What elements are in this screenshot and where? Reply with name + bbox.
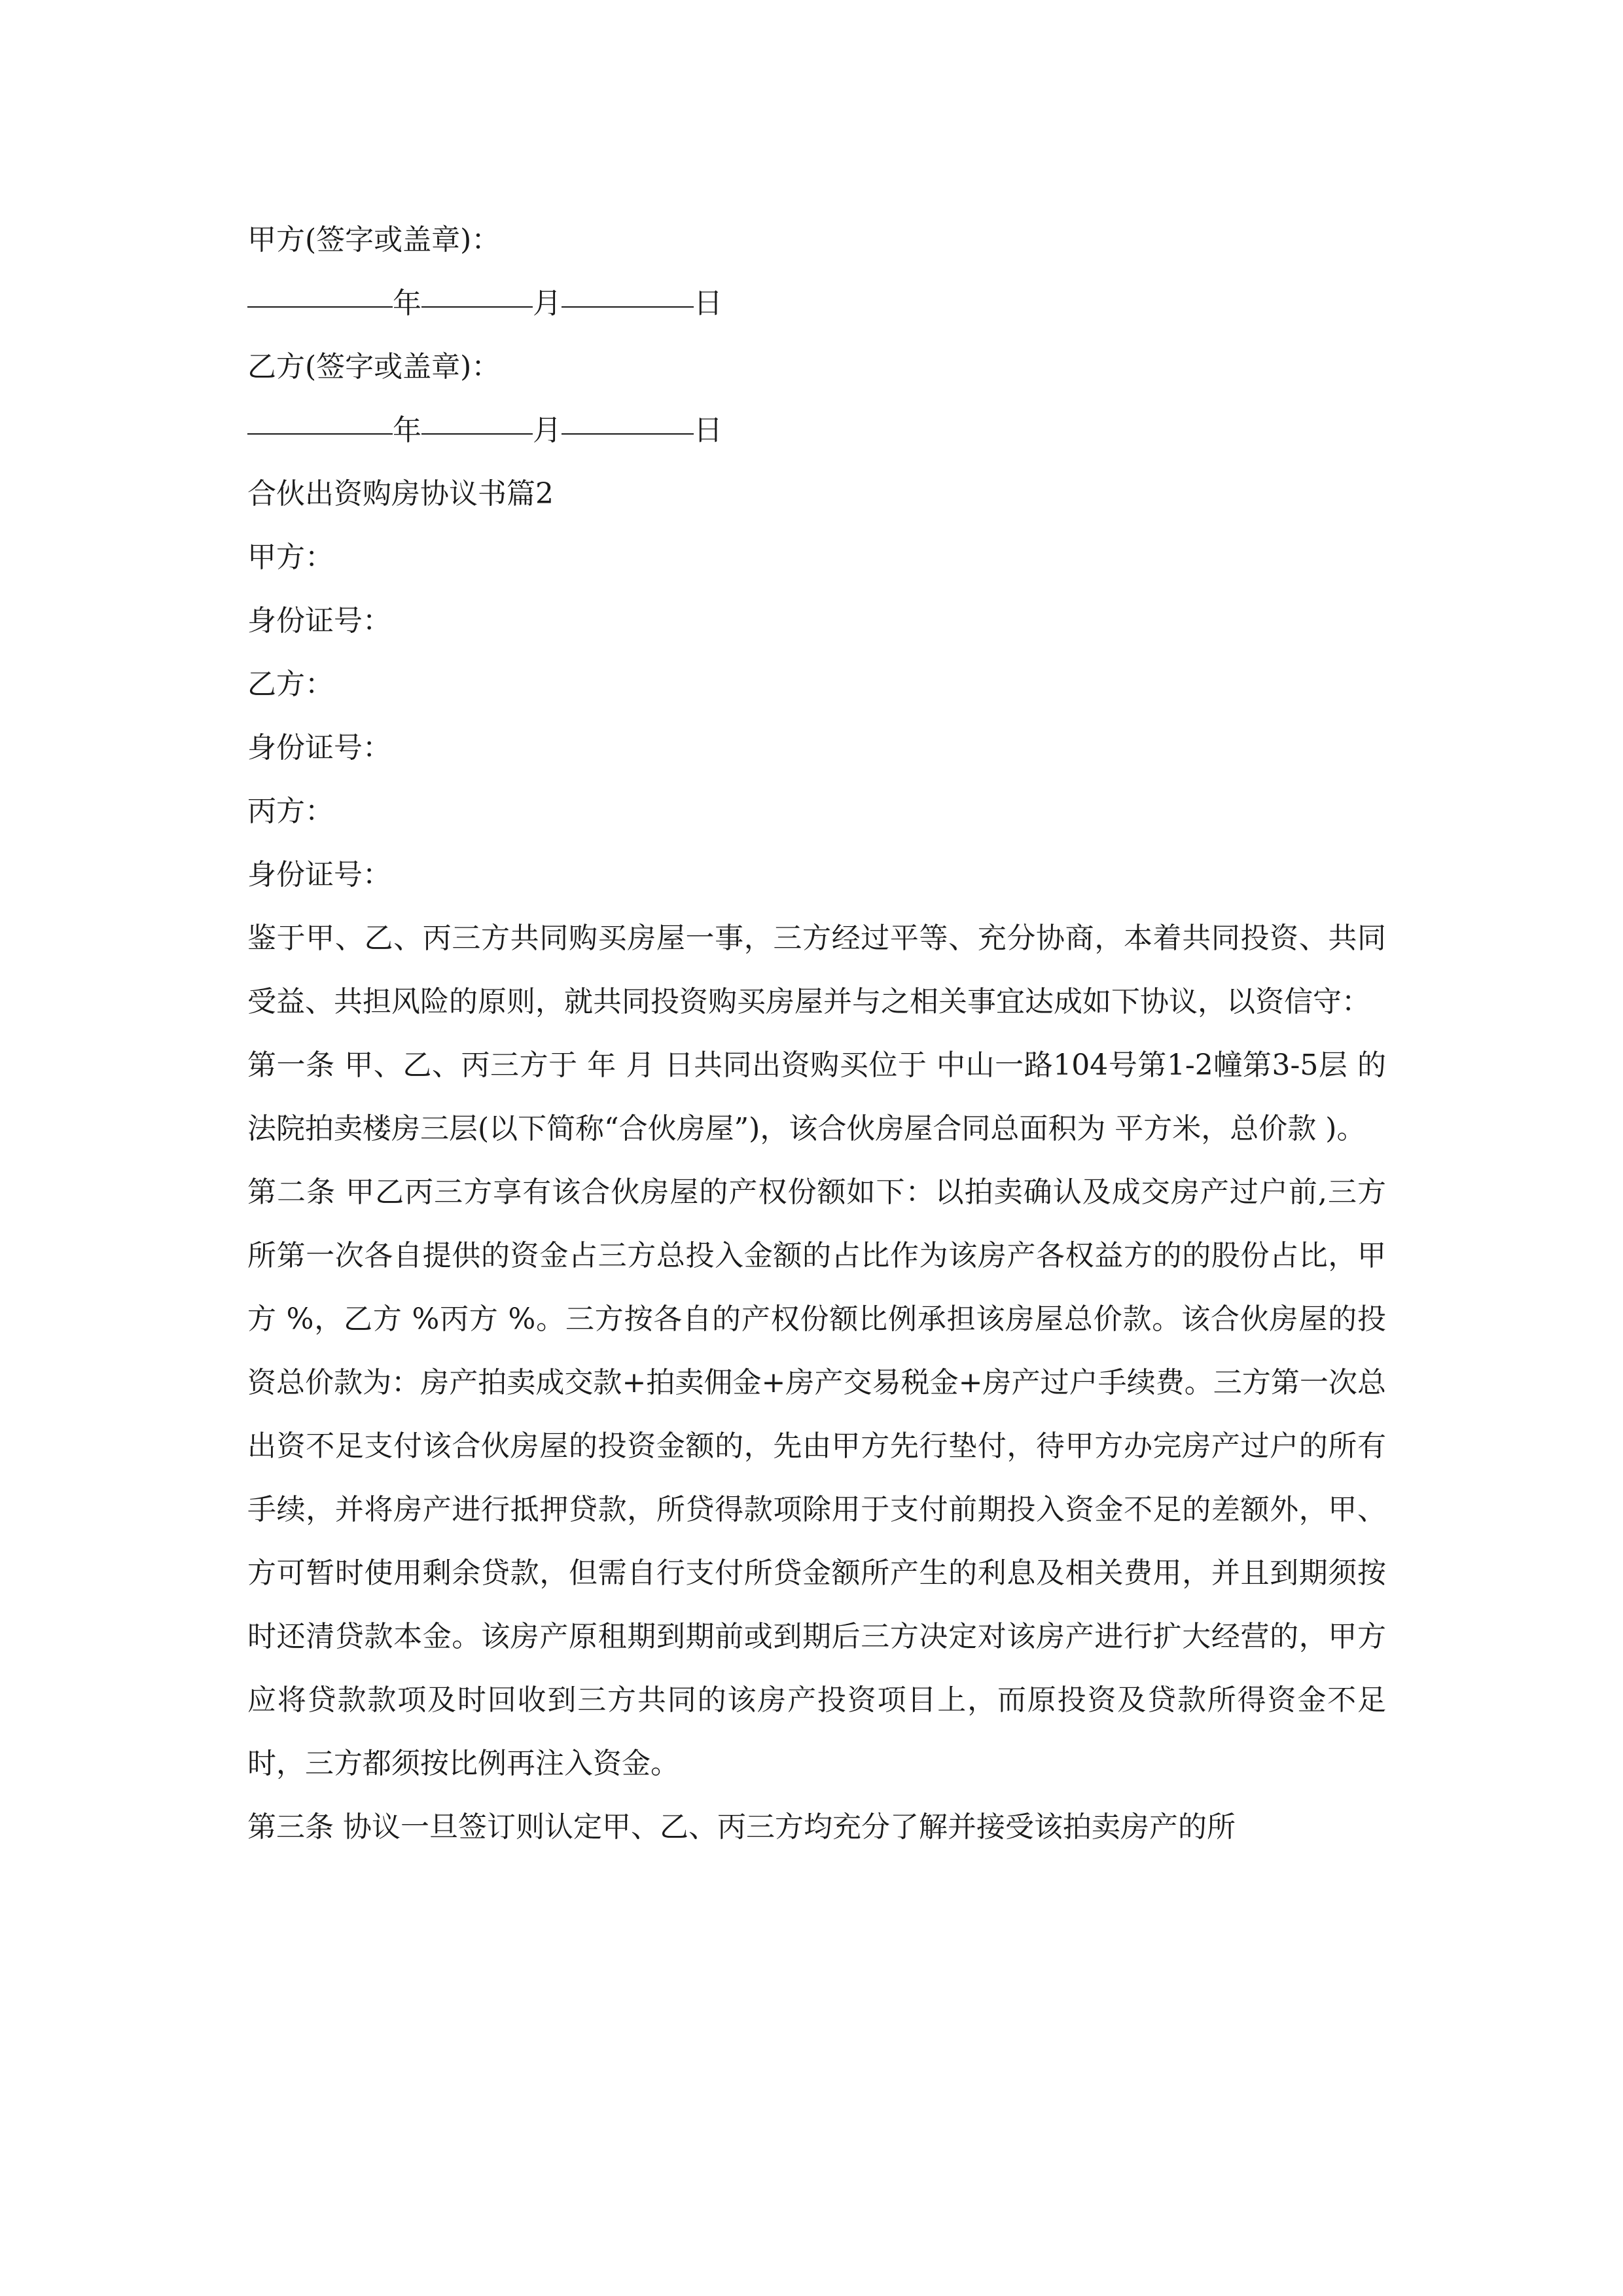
article-3-paragraph: 第三条 协议一旦签订则认定甲、乙、丙三方均充分了解并接受该拍卖房产的所 — [247, 1810, 1236, 1844]
party-a-label: 甲方： — [247, 541, 334, 574]
party-b-signature-label: 乙方(签字或盖章)： — [247, 350, 501, 384]
month-unit: 月 — [533, 287, 562, 320]
party-b-signature-date — [247, 399, 1386, 462]
party-b-id-label: 身份证号： — [247, 731, 391, 764]
day-unit: 日 — [694, 414, 722, 447]
year-blank — [247, 278, 393, 308]
year-unit: 年 — [393, 414, 421, 447]
preamble-paragraph: 鉴于甲、乙、丙三方共同购买房屋一事，三方经过平等、充分协商，本着共同投资、共同受益、共担风险的原则，就共同投资购买房屋并与之相关事宜达成如下协议，以资信守： — [247, 922, 1386, 1018]
article-1-paragraph: 第一条 甲、乙、丙三方于 年 月 日共同出资购买位于 中山一路104号第1-2幢第3-5层 的法院拍卖楼房三层(以下简称“合伙房屋”)，该合伙房屋合同总面积为 平方米，总价款 )。 — [247, 1049, 1386, 1145]
party-b-label: 乙方： — [247, 668, 334, 701]
day-unit: 日 — [694, 287, 722, 320]
year-unit: 年 — [393, 287, 421, 320]
day-blank — [562, 278, 694, 308]
party-a-signature-date — [247, 272, 1386, 335]
year-blank — [247, 404, 393, 435]
party-c-id-label: 身份证号： — [247, 858, 391, 891]
party-a-id-label: 身份证号： — [247, 604, 391, 637]
month-blank — [421, 404, 533, 435]
section-title: 合伙出资购房协议书篇2 — [247, 477, 554, 511]
document-body — [247, 208, 1386, 1859]
month-unit: 月 — [533, 414, 562, 447]
day-blank — [562, 404, 694, 435]
party-a-signature-label: 甲方(签字或盖章)： — [247, 223, 501, 257]
article-2-paragraph: 第二条 甲乙丙三方享有该合伙房屋的产权份额如下：以拍卖确认及成交房产过户前,三方所第一次各自提供的资金占三方总投入金额的占比作为该房产各权益方的的股份占比，甲方 %，乙方 %丙方 %。三方按各自的产权份额比例承担该房屋总价款。该合伙房屋的投资总价款为：房产拍卖成交款+拍卖佣金+房产交易税金+房产过户手续费。三方第一次总出资不足支付该合伙房屋的投资金额的，先由甲方先行垫付，待甲方办完房产过户的所有手续，并将房产进行抵押贷款，所贷得款项除用于支付前期投入资金不足的差额外，甲、方可暂时使用剩余贷款，但需自行支付所贷金额所产生的利息及相关费用，并且到期须按时还清贷款本金。该房产原租期到期前或到期后三方决定对该房产进行扩大经营的，甲方应将贷款款项及时回收到三方共同的该房产投资项目上，而原投资及贷款所得资金不足时，三方都须按比例再注入资金。 — [247, 1175, 1386, 1780]
month-blank — [421, 278, 533, 308]
party-c-label: 丙方： — [247, 795, 334, 828]
